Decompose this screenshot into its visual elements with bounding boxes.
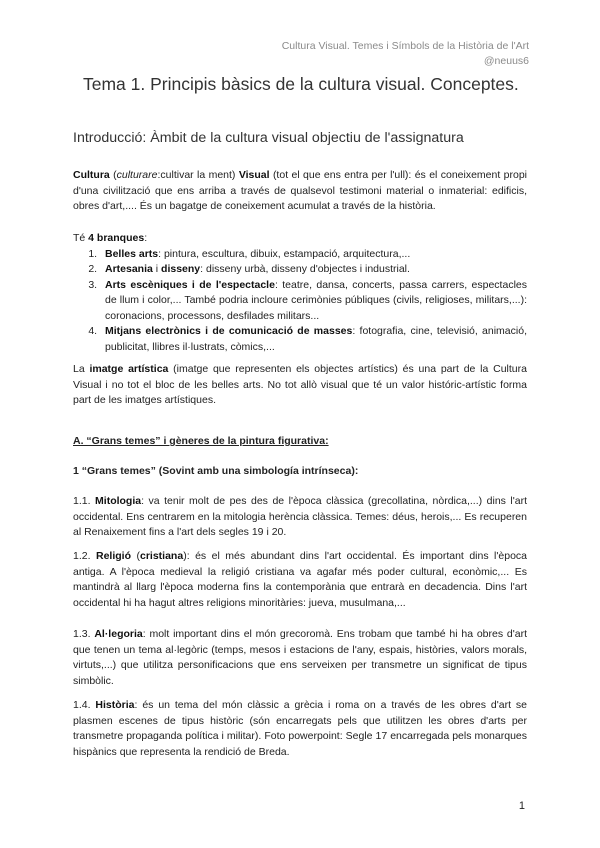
list-item-term: Arts escèniques i de l'espectacle xyxy=(105,278,275,291)
document-title: Tema 1. Principis bàsics de la cultura visual. Conceptes. xyxy=(83,74,519,94)
item-term: cristiana xyxy=(140,550,184,562)
item-number: 1.4. xyxy=(73,699,96,711)
list-item xyxy=(100,262,527,278)
cultura-paragraph xyxy=(73,168,527,215)
item-number: 1.2. xyxy=(73,550,96,562)
branches-count: 4 branques xyxy=(88,232,145,244)
list-item-term: Artesania xyxy=(105,263,153,275)
list-item xyxy=(100,324,527,355)
page-number: 1 xyxy=(518,800,525,812)
text-fragment: :cultivar la ment) xyxy=(157,169,239,181)
list-item-text: : fotografia, cine, televisió, animació, publicitat, llibres il·lustrats, còmics,... xyxy=(105,325,527,353)
item-term: Al·legoria xyxy=(94,628,143,640)
term-cultura: Cultura xyxy=(73,169,110,181)
branches-block xyxy=(73,231,527,355)
item-mitologia xyxy=(73,494,527,541)
text-fragment: Té xyxy=(73,232,89,244)
item-term: Religió xyxy=(96,550,132,562)
item-text: : és un tema del món clàssic a grècia i roma on a través de les obres d'art se plasmen escenes de tipus històric (són encarregats pels que utilitzen les obres d'arts per transmetre propaganda política i militar). Foto powerpoint: Segle 17 encarregada pels monarques hispànics que representa la rendició de Breda. xyxy=(73,699,528,758)
list-item-term: disseny xyxy=(161,263,201,275)
item-religio xyxy=(73,549,527,611)
item-number: 1.3. xyxy=(73,628,95,640)
text-fragment: ( xyxy=(109,169,117,181)
item-text: : molt important dins el món grecoromà. Ens trobam que també hi ha obres d'art que tenen un tema al·legòric (temps, mesos i estacions de l'any, espais, històries, valors morals, virtuts,...) que utilitza personificacions que ens serveixen per transmetre un significat de tipus simbòlic. xyxy=(73,628,527,687)
item-text: ) xyxy=(183,550,187,562)
text-fragment: (tot el que ens entra per l'ull): és el coneixement propi d'una civilització que ens arriba a través de qualsevol testimoni material o inmaterial: edificis, obres d'art,.... És un bagatge de coneixement acumulat a través de la història. xyxy=(73,169,527,212)
latin-term: culturare xyxy=(116,169,158,181)
list-item-term: Belles arts xyxy=(105,247,159,260)
term-visual: Visual xyxy=(238,169,270,181)
imatge-paragraph xyxy=(73,362,527,409)
text-fragment: : xyxy=(144,232,148,244)
item-term: Història xyxy=(95,699,135,711)
item-text: ( xyxy=(131,550,140,562)
list-item-term: Mitjans electrònics i de comunicació de masses xyxy=(105,325,353,337)
grans-temes-heading: 1 “Grans temes” (Sovint amb una simbología intrínseca): xyxy=(73,465,359,477)
list-item xyxy=(100,247,527,263)
term-imatge-artistica: imatge artística xyxy=(89,363,169,375)
list-item xyxy=(100,278,527,325)
subsection-heading: A. “Grans temes” i gèneres de la pintura figurativa: xyxy=(73,435,329,447)
list-item-text: i xyxy=(152,263,162,275)
item-number: 1.1. xyxy=(73,495,96,507)
item-historia xyxy=(73,698,527,760)
branches-intro xyxy=(73,231,527,247)
list-item-text: : teatre, dansa, concerts, passa carrers, espectacles de llum i color,... També podria incloure cerimònies públiques (civils, religioses, militars,...): coronacions, processons, desfilades militars... xyxy=(105,278,527,322)
section-heading: Introducció: Àmbit de la cultura visual objectiu de l'assignatura xyxy=(73,130,464,146)
item-allegoria xyxy=(73,627,527,689)
text-fragment: La xyxy=(73,363,90,375)
text-fragment: (imatge que representen els objectes artístics) és una part de la Cultura Visual i no tot el bloc de les belles arts. No tot allò visual que té un valor históric-artístic forma part de les imatges artístiques. xyxy=(73,363,527,406)
item-text: : va tenir molt de pes des de l'època clàssica (grecollatina, nòrdica,...) dins l'art occidental. Ens centrarem en la mitologia herència clàssica. Temes: déus, herois,... Es recuperen al Renaixement fins a l'art dels segles 19 i 20. xyxy=(73,495,527,538)
item-term: Mitologia xyxy=(95,495,142,507)
item-text: : és el més abundant dins l'art occidental. És important dins l'època antiga. A l'època medieval la religió cristiana va agafar més poder cultural, econòmic,... Es mantindrà al llarg l'època moderna fins la contemporània que entrarà en decadencia. Dins l'art occidental hi ha hagut altres religions minoritàries: jueva, musulmana,... xyxy=(73,550,528,609)
list-item-text: : pintura, escultura, dibuix, estampació, arquitectura,... xyxy=(158,247,411,260)
branches-list xyxy=(73,247,527,356)
list-item-text: : disseny urbà, disseny d'objectes i industrial. xyxy=(200,263,410,275)
running-header-author: @neuus6 xyxy=(483,55,529,67)
running-header-title: Cultura Visual. Temes i Símbols de la Història de l'Art xyxy=(281,40,529,52)
